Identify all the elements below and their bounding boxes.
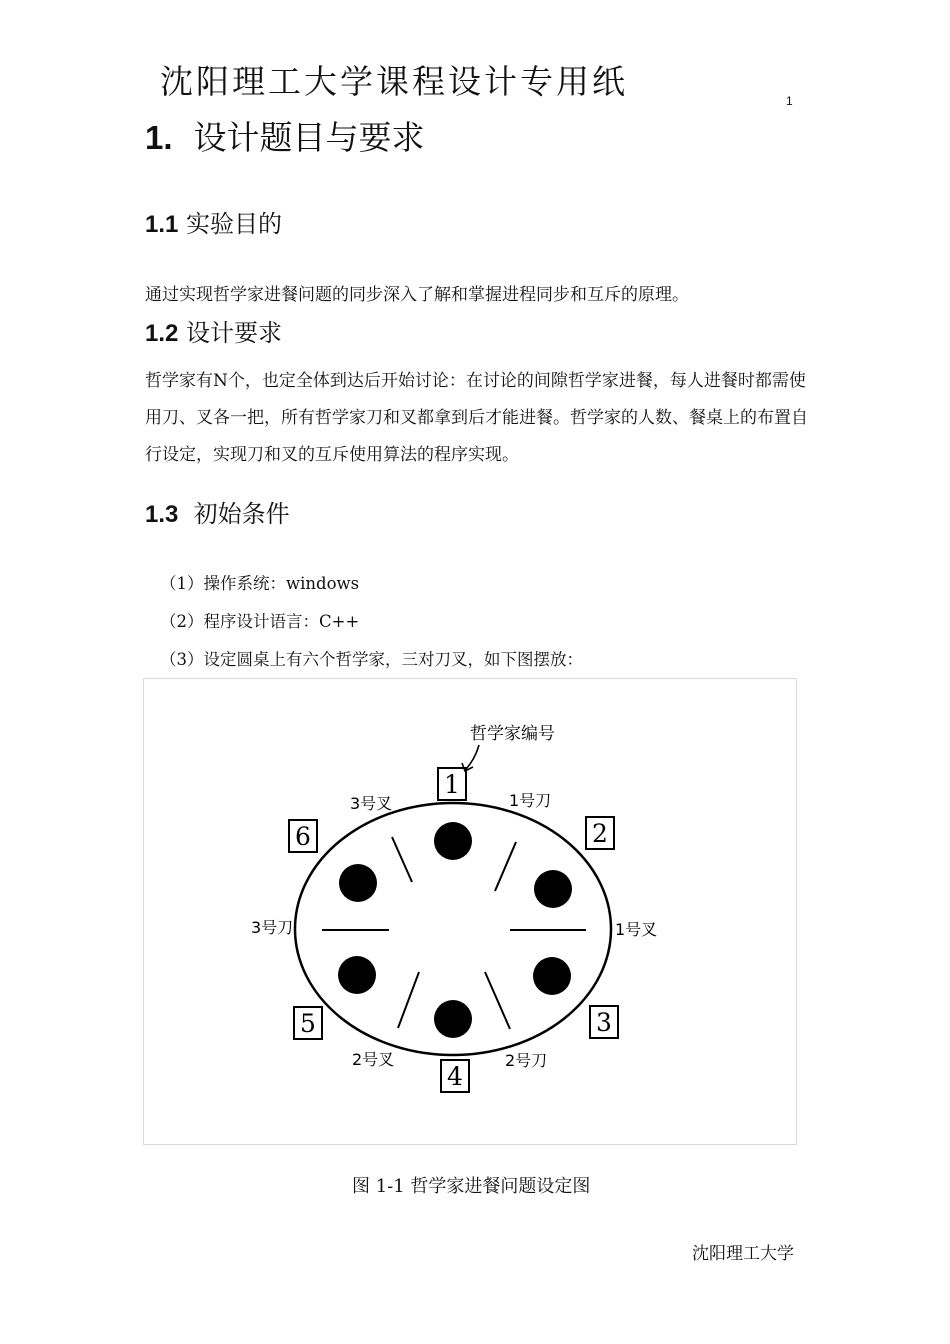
section-1-heading (145, 112, 425, 159)
philosopher-seat-3 (533, 957, 571, 995)
section-1-3-number: 1.3 (145, 501, 179, 528)
section-1-1-text: 通过实现哲学家进餐问题的同步深入了解和掌握进程同步和互斥的原理。 (145, 285, 689, 305)
philosopher-number-5: 5 (300, 1009, 316, 1038)
condition-item-language: （2）程序设计语言：C++ (160, 612, 360, 631)
annotation-arrow-icon (466, 745, 479, 769)
philosopher-number-1: 1 (444, 770, 460, 799)
knife-1-label: 1号刀 (509, 791, 552, 810)
philosopher-seat-4 (434, 1000, 472, 1038)
section-1-3-heading (145, 494, 290, 529)
philosopher-number-2: 2 (592, 819, 608, 848)
fork-3-mark (392, 837, 412, 882)
knife-3-label: 3号刀 (251, 918, 294, 937)
philosopher-number-3: 3 (596, 1008, 612, 1037)
philosopher-seat-2 (534, 870, 572, 908)
fork-3-label: 3号叉 (350, 794, 393, 813)
fork-1-label: 1号叉 (615, 920, 658, 939)
section-1-1-title: 实验目的 (186, 210, 283, 238)
knife-2-label: 2号刀 (505, 1051, 548, 1070)
section-1-2-heading (145, 313, 282, 348)
figure-caption: 图 1-1 哲学家进餐问题设定图 (352, 1176, 591, 1197)
section-1-3-title: 初始条件 (193, 500, 290, 528)
page-footer: 沈阳理工大学 (692, 1244, 794, 1264)
philosopher-number-4: 4 (447, 1062, 463, 1091)
philosopher-seat-1 (434, 822, 472, 860)
philosopher-number-6: 6 (295, 822, 311, 851)
philosopher-seat-6 (339, 864, 377, 902)
section-1-2-number: 1.2 (145, 320, 179, 347)
section-1-title: 设计题目与要求 (193, 118, 425, 157)
annotation-label: 哲学家编号 (470, 724, 555, 744)
section-1-2-title: 设计要求 (186, 319, 283, 347)
section-1-2-text: 哲学家有N个，也定全体到达后开始讨论：在讨论的间隙哲学家进餐，每人进餐时都需使用刀、叉各一把，所有哲学家刀和叉都拿到后才能进餐。哲学家的人数、餐桌上的布置自行设定，实现刀和叉的互斥使用算法的程序实现。 (145, 371, 808, 465)
page-header-title: 沈阳理工大学课程设计专用纸 (160, 62, 628, 101)
dining-table-diagram (144, 679, 798, 1146)
section-1-number: 1. (145, 119, 173, 156)
philosopher-seat-5 (338, 956, 376, 994)
fork-2-mark (398, 972, 419, 1028)
dining-philosophers-figure (143, 678, 797, 1145)
knife-1-mark (495, 842, 516, 891)
page-number: 1 (786, 94, 793, 108)
knife-2-mark (485, 972, 510, 1029)
section-1-1-number: 1.1 (145, 211, 179, 238)
condition-item-os: （1）操作系统：windows (160, 574, 360, 593)
fork-2-label: 2号叉 (352, 1050, 395, 1069)
section-1-1-heading (145, 204, 282, 239)
condition-item-setup: （3）设定圆桌上有六个哲学家，三对刀叉，如下图摆放： (160, 650, 583, 669)
